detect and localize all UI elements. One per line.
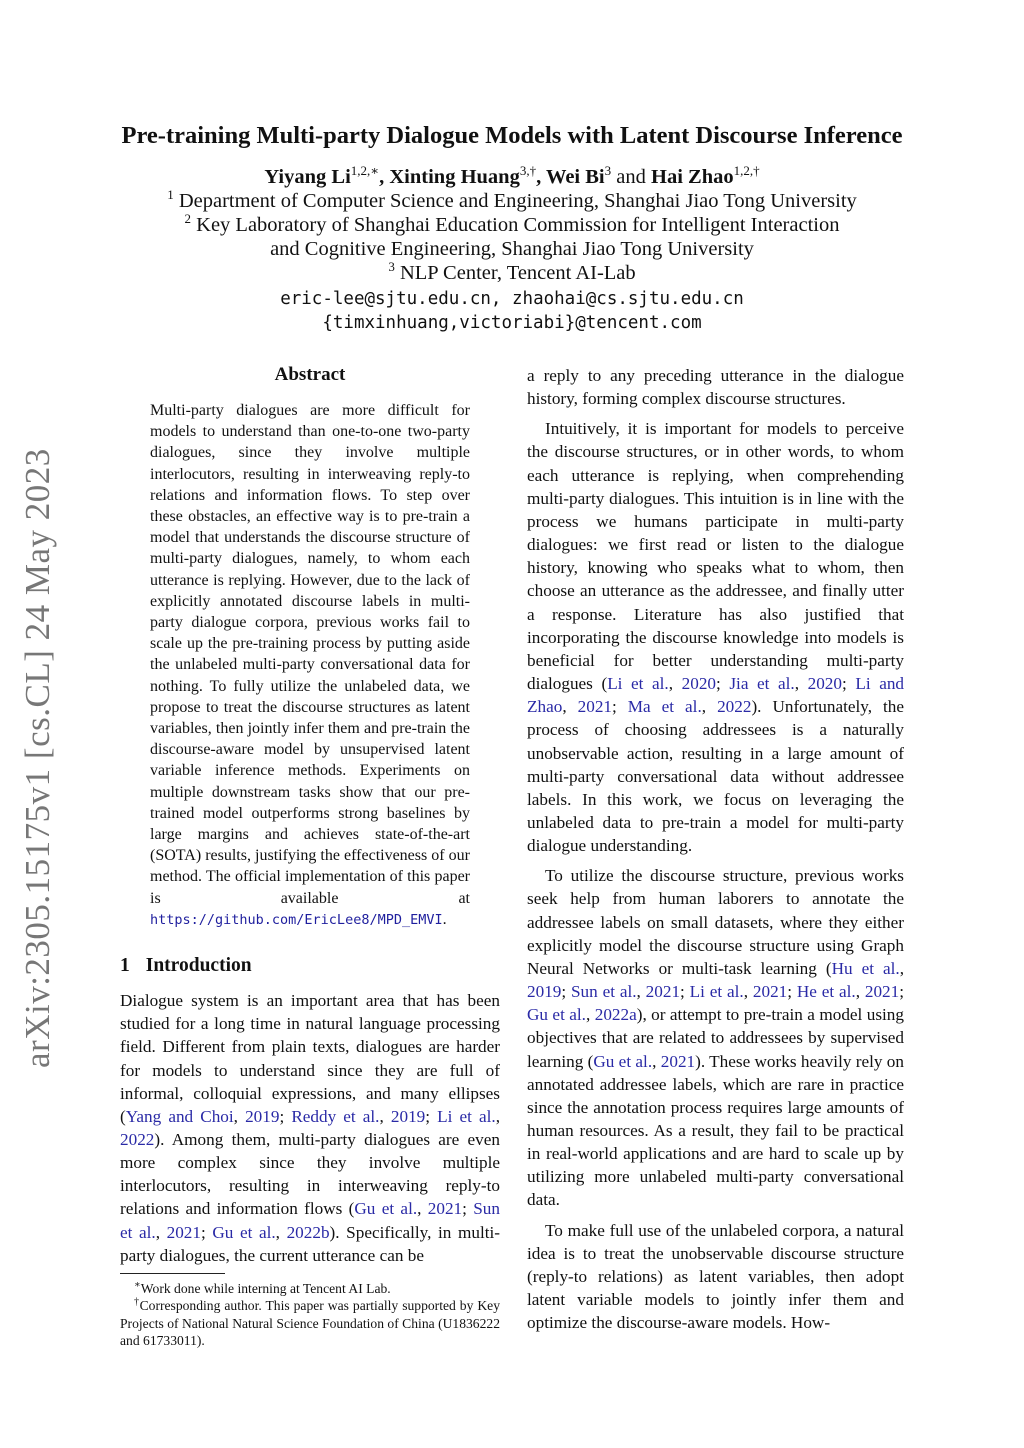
- section-title: Introduction: [145, 955, 252, 977]
- citation-link[interactable]: Gu et al.: [593, 1051, 653, 1071]
- author-mark: 1,2,∗: [350, 163, 380, 179]
- citation-link[interactable]: 2020: [807, 674, 842, 694]
- author-name: Hai Zhao: [651, 166, 734, 188]
- paragraph-text: ). Unfortunately, the process of choosing addressees is a naturally unobservable action, resulting in a large amount of multi-party conversational data without addressee labels. In this work, we focus on leveraging the unlabeled data to pre-train a model for multi-party dialogue understanding.: [527, 697, 905, 856]
- section-number: 1: [120, 955, 130, 977]
- paper-title: Pre-training Multi-party Dialogue Models with Latent Discourse Inference: [121, 122, 903, 149]
- citation-link[interactable]: 2022b: [286, 1222, 330, 1242]
- citation-link[interactable]: 2021: [864, 982, 900, 1002]
- paragraph-text: ;: [841, 674, 856, 694]
- abstract-end: .: [442, 910, 447, 928]
- affiliation-line: [60, 211, 964, 237]
- citation-link[interactable]: 2020: [681, 674, 716, 694]
- citation-link[interactable]: 2022: [717, 697, 752, 717]
- citation-link[interactable]: Yang and Choi: [125, 1106, 234, 1126]
- footnote-text: Work done while interning at Tencent AI Lab.: [140, 1280, 391, 1296]
- affiliation-text: Key Laboratory of Shanghai Education Commission for Intelligent Interaction: [191, 214, 840, 236]
- abstract-heading: Abstract: [274, 364, 346, 385]
- author-emails: eric-lee@sjtu.edu.cn, zhaohai@cs.sjtu.edu.cn: [280, 289, 744, 309]
- author-emails: {timxinhuang,victoriabi}@tencent.com: [322, 313, 702, 333]
- affiliation-line: [60, 187, 964, 213]
- code-link[interactable]: https://github.com/EricLee8/MPD_EMVI: [150, 911, 443, 928]
- citation-link[interactable]: 2019: [527, 982, 562, 1002]
- paragraph-text: ,: [379, 1106, 391, 1126]
- paragraph-text: ,: [652, 1051, 661, 1071]
- paragraph-text: ). Specifically, in multi-party dialogues, the current utterance can be: [120, 1222, 501, 1265]
- citation-link[interactable]: Jia et al.: [729, 674, 795, 694]
- paragraph-text: ,: [668, 674, 682, 694]
- citation-link[interactable]: 2021: [166, 1222, 201, 1242]
- paragraph-text: ), or attempt to pre-train a model using objectives that are related to addressees by supervised learning (: [527, 1005, 904, 1071]
- paragraph-text: ;: [680, 982, 690, 1002]
- affiliation-mark: 3: [388, 259, 395, 275]
- affiliation-mark: 1: [167, 187, 174, 203]
- paragraph-text: ;: [561, 982, 571, 1002]
- author-sep: ,: [379, 166, 390, 188]
- citation-link[interactable]: Li et al.: [437, 1106, 496, 1126]
- paragraph-text: ,: [899, 958, 904, 978]
- paragraph-text: Intuitively, it is important for models to perceive the discourse structures, or in other words, to whom each utterance is replying, when comprehending multi-party dialogues. This intuition is in line with the process we humans participate in multi-party dialogues: we first read or listen to the dialogue history, knowing who speaks what to whom, then choose an utterance as the addressee, and finally utter a response. Literature has also justified that incorporating the discourse knowledge into models is beneficial for better understanding multi-party dialogues (: [527, 419, 904, 694]
- paragraph-text: ). These works heavily rely on annotated addressee labels, which are rare in practice since the annotation process requires large amounts of human resources. As a result, they fail to be practical in real-world applications and are hard to scale up by utilizing more unlabeled multi-party conversational data.: [527, 1051, 904, 1210]
- paragraph-text: ;: [612, 697, 628, 717]
- footnote-rule: [120, 1273, 225, 1274]
- footnote-mark: †: [134, 1296, 140, 1308]
- paragraph-text: ,: [562, 697, 578, 717]
- paragraph-text: ,: [233, 1106, 246, 1126]
- citation-link[interactable]: Reddy et al.: [291, 1106, 380, 1126]
- footnote-mark: ∗: [134, 1279, 141, 1291]
- author-and: and: [611, 166, 651, 188]
- citation-link[interactable]: Li et al.: [689, 982, 744, 1002]
- body-paragraph: [527, 417, 904, 857]
- footnote: [120, 1280, 500, 1298]
- intro-paragraph: [120, 989, 500, 1267]
- citation-link[interactable]: He et al.: [796, 982, 856, 1002]
- paragraph-text: ,: [855, 982, 865, 1002]
- citation-link[interactable]: Gu et al.: [527, 1005, 586, 1025]
- paragraph-text: Dialogue system is an important area that has been studied for a long time in natural language processing field. Different from plain texts, dialogues are harder for models to understand since they are full of informal, colloquial expressions, and many ellipses (: [120, 991, 500, 1126]
- paragraph-text: a reply to any preceding utterance in the dialogue history, forming complex discourse structures.: [527, 366, 904, 409]
- citation-link[interactable]: 2021: [427, 1199, 463, 1219]
- citation-link[interactable]: Sun et al.: [571, 982, 637, 1002]
- affiliation-line: [60, 238, 964, 261]
- citation-link[interactable]: Li et al.: [607, 674, 669, 694]
- body-paragraph: [527, 864, 904, 1211]
- body-paragraph: [527, 364, 904, 410]
- paragraph-text: ;: [716, 674, 730, 694]
- paragraph-text: ;: [279, 1106, 292, 1126]
- paragraph-text: ,: [743, 982, 753, 1002]
- body-paragraph: [527, 1219, 904, 1335]
- author-mark: 3,†: [519, 163, 537, 179]
- citation-link[interactable]: Ma et al.: [627, 697, 702, 717]
- affiliation-text: and Cognitive Engineering, Shanghai Jiao Tong University: [270, 238, 754, 260]
- citation-link[interactable]: Hu et al.: [831, 958, 900, 978]
- citation-link[interactable]: Sun et al.: [120, 1199, 500, 1242]
- author-name: Xinting Huang: [389, 166, 520, 188]
- citation-link[interactable]: Gu et al.: [354, 1199, 418, 1219]
- affiliation-text: NLP Center, Tencent AI-Lab: [394, 262, 636, 284]
- citation-link[interactable]: 2019: [390, 1106, 426, 1126]
- citation-link[interactable]: 2021: [577, 697, 612, 717]
- citation-link[interactable]: 2019: [245, 1106, 280, 1126]
- paragraph-text: ;: [787, 982, 797, 1002]
- citation-link[interactable]: 2021: [752, 982, 788, 1002]
- paragraph-text: To utilize the discourse structure, previous works seek help from human laborers to annotate the addressee labels on small datasets, where they either explicitly model the discourse structure using Graph Neural Networks or multi-task learning (: [527, 866, 904, 978]
- author-mark: 1,2,†: [733, 163, 760, 179]
- citation-link[interactable]: 2021: [645, 982, 681, 1002]
- paragraph-text: ,: [701, 697, 718, 717]
- paragraph-text: ;: [899, 982, 904, 1002]
- paragraph-text: ). Among them, multi-party dialogues are even more complex since they involve multiple interlocutors, resulting in interweaving reply-to relations and information flows (: [120, 1130, 500, 1219]
- abstract-body: [150, 400, 470, 931]
- arxiv-side-stamp: arXiv:2305.15175v1 [cs.CL] 24 May 2023: [18, 448, 57, 1068]
- citation-link[interactable]: 2021: [660, 1051, 696, 1071]
- author-sep: ,: [536, 166, 546, 188]
- citation-link[interactable]: 2022a: [594, 1005, 637, 1025]
- paragraph-text: ,: [275, 1222, 287, 1242]
- citation-link[interactable]: Gu et al.: [212, 1222, 276, 1242]
- author-name: Wei Bi: [545, 166, 605, 188]
- citation-link[interactable]: 2022: [120, 1130, 155, 1150]
- paragraph-text: ,: [155, 1222, 167, 1242]
- author-name: Yiyang Li: [264, 166, 351, 188]
- footnote: [120, 1297, 500, 1350]
- footnote-text: Corresponding author. This paper was partially supported by Key Projects of National Natural Science Foundation of China (U1836222 and 61733011).: [120, 1298, 501, 1349]
- abstract-text: Multi-party dialogues are more difficult for models to understand than one-to-one two-party dialogues, since they involve multiple interlocutors, resulting in interweaving reply-to relations and information flows. To step over these obstacles, an effective way is to pre-train a model that understands the discourse structure of multi-party dialogues, namely, to whom each utterance is replying. However, due to the lack of explicitly annotated discourse labels in multi-party dialogue corpora, previous works fail to scale up the pre-training process by putting aside the unlabeled multi-party conversational data for nothing. To fully utilize the unlabeled data, we propose to treat the discourse structures as latent variables, then jointly infer them and pre-train the discourse-aware model by unsupervised latent variable inference methods. Experiments on multiple downstream tasks show that our pre-trained model outperforms strong baselines by large margins and achieves state-of-the-art (SOTA) results, justifying the effectiveness of our method. The official implementation of this paper is available at: [150, 402, 470, 907]
- affiliation-mark: 2: [184, 211, 192, 227]
- paragraph-text: ,: [417, 1199, 428, 1219]
- author-list: [60, 163, 964, 189]
- affiliation-text: Department of Computer Science and Engineering, Shanghai Jiao Tong University: [173, 190, 857, 212]
- paragraph-text: ,: [636, 982, 646, 1002]
- paragraph-text: ;: [425, 1106, 438, 1126]
- paragraph-text: ;: [462, 1199, 474, 1219]
- paragraph-text: ,: [794, 674, 808, 694]
- paragraph-text: ,: [585, 1005, 595, 1025]
- citation-link[interactable]: Li and Zhao: [527, 674, 905, 717]
- paragraph-text: ,: [495, 1106, 500, 1126]
- paragraph-text: ;: [200, 1222, 213, 1242]
- right-column: [527, 364, 904, 1334]
- left-column: [120, 364, 500, 1350]
- affiliation-line: [60, 259, 964, 285]
- paragraph-text: To make full use of the unlabeled corpora, a natural idea is to treat the unobservable discourse structure (reply-to relations) as latent variables, then adopt latent variable models to jointly infer them and optimize the discourse-aware models. How-: [527, 1220, 904, 1333]
- section-heading-introduction: [120, 955, 500, 977]
- author-mark: 3: [604, 163, 612, 179]
